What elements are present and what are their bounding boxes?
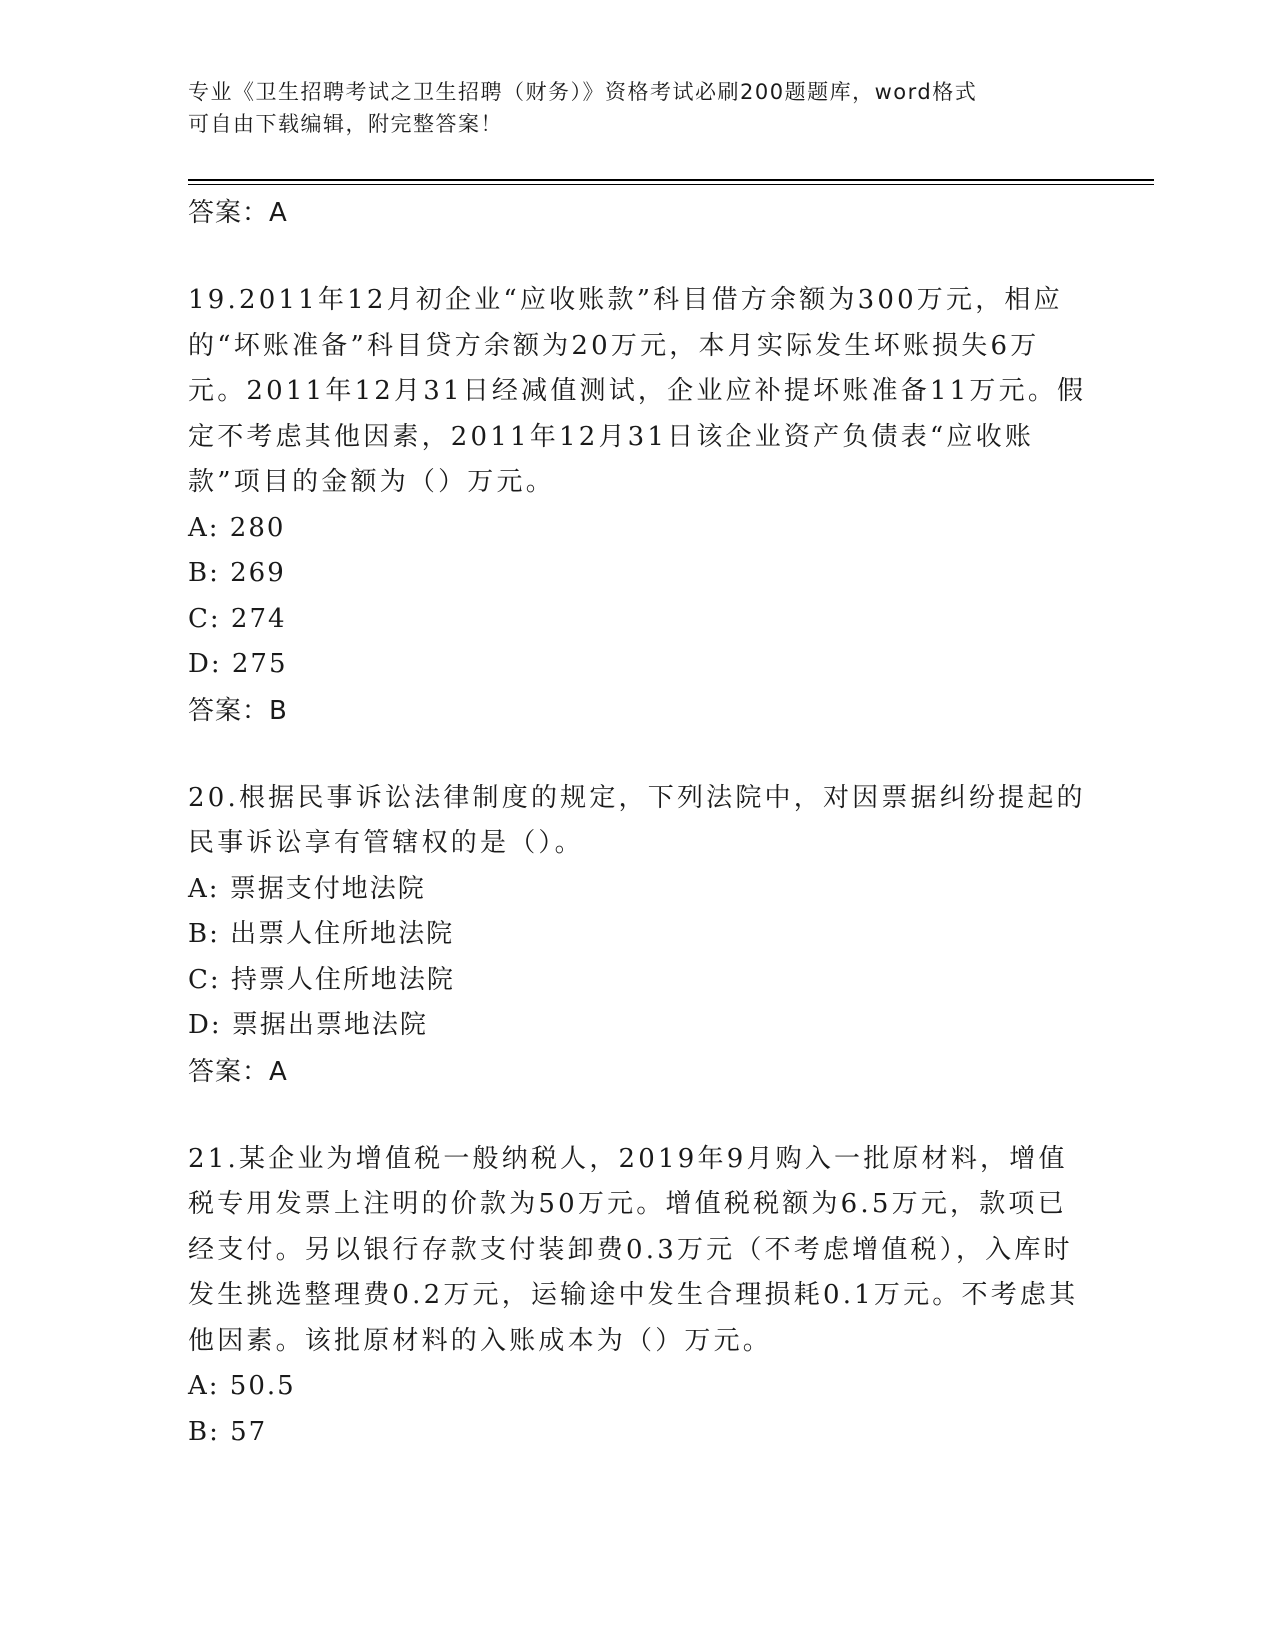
page-header <box>188 76 1068 140</box>
option-b: B: 57 <box>188 1416 268 1447</box>
question-21 <box>188 1137 1088 1456</box>
document-body <box>188 190 1088 1455</box>
answer: 答案：B <box>188 695 288 726</box>
option-a: A: 280 <box>188 512 286 543</box>
header-divider-thick <box>188 179 1154 181</box>
header-line-1: 专业《卫生招聘考试之卫生招聘（财务）》资格考试必刷200题题库，word格式 <box>188 80 978 104</box>
header-divider-thin <box>188 184 1154 185</box>
option-b: B: 269 <box>188 558 286 588</box>
answer: 答案：A <box>188 1056 288 1087</box>
question-20 <box>188 776 1088 1095</box>
option-c: C: 持票人住所地法院 <box>188 964 455 995</box>
option-d: D: 票据出票地法院 <box>188 1010 428 1040</box>
option-a: A: 票据支付地法院 <box>188 873 426 904</box>
header-line-2: 可自由下载编辑，附完整答案！ <box>188 112 503 136</box>
question-19 <box>188 278 1088 734</box>
option-c: C: 274 <box>188 603 287 634</box>
option-a: A: 50.5 <box>188 1371 296 1401</box>
question-text: 19.2011年12月初企业“应收账款”科目借方余额为300万元，相应的“坏账准备”科目贷方余额为20万元，本月实际发生坏账损失6万元。2011年12月31日经减值测试，企业应补提坏账准备11万元。假定不考虑其他因素，2011年12月31日该企业资产负债表“应收账款”项目的金额为（）万元。 <box>188 285 1087 497</box>
question-text: 21.某企业为增值税一般纳税人，2019年9月购入一批原材料，增值税专用发票上注明的价款为50万元。增值税税额为6.5万元，款项已经支付。另以银行存款支付装卸费0.3万元（不考虑增值税），入库时发生挑选整理费0.2万元，运输途中发生合理损耗0.1万元。不考虑其他因素。该批原材料的入账成本为（）万元。 <box>188 1143 1079 1356</box>
option-d: D: 275 <box>188 649 288 679</box>
previous-answer: 答案：A <box>188 198 288 228</box>
option-b: B: 出票人住所地法院 <box>188 919 455 949</box>
question-text: 20.根据民事诉讼法律制度的规定，下列法院中，对因票据纠纷提起的民事诉讼享有管辖权的是（）。 <box>188 782 1086 858</box>
